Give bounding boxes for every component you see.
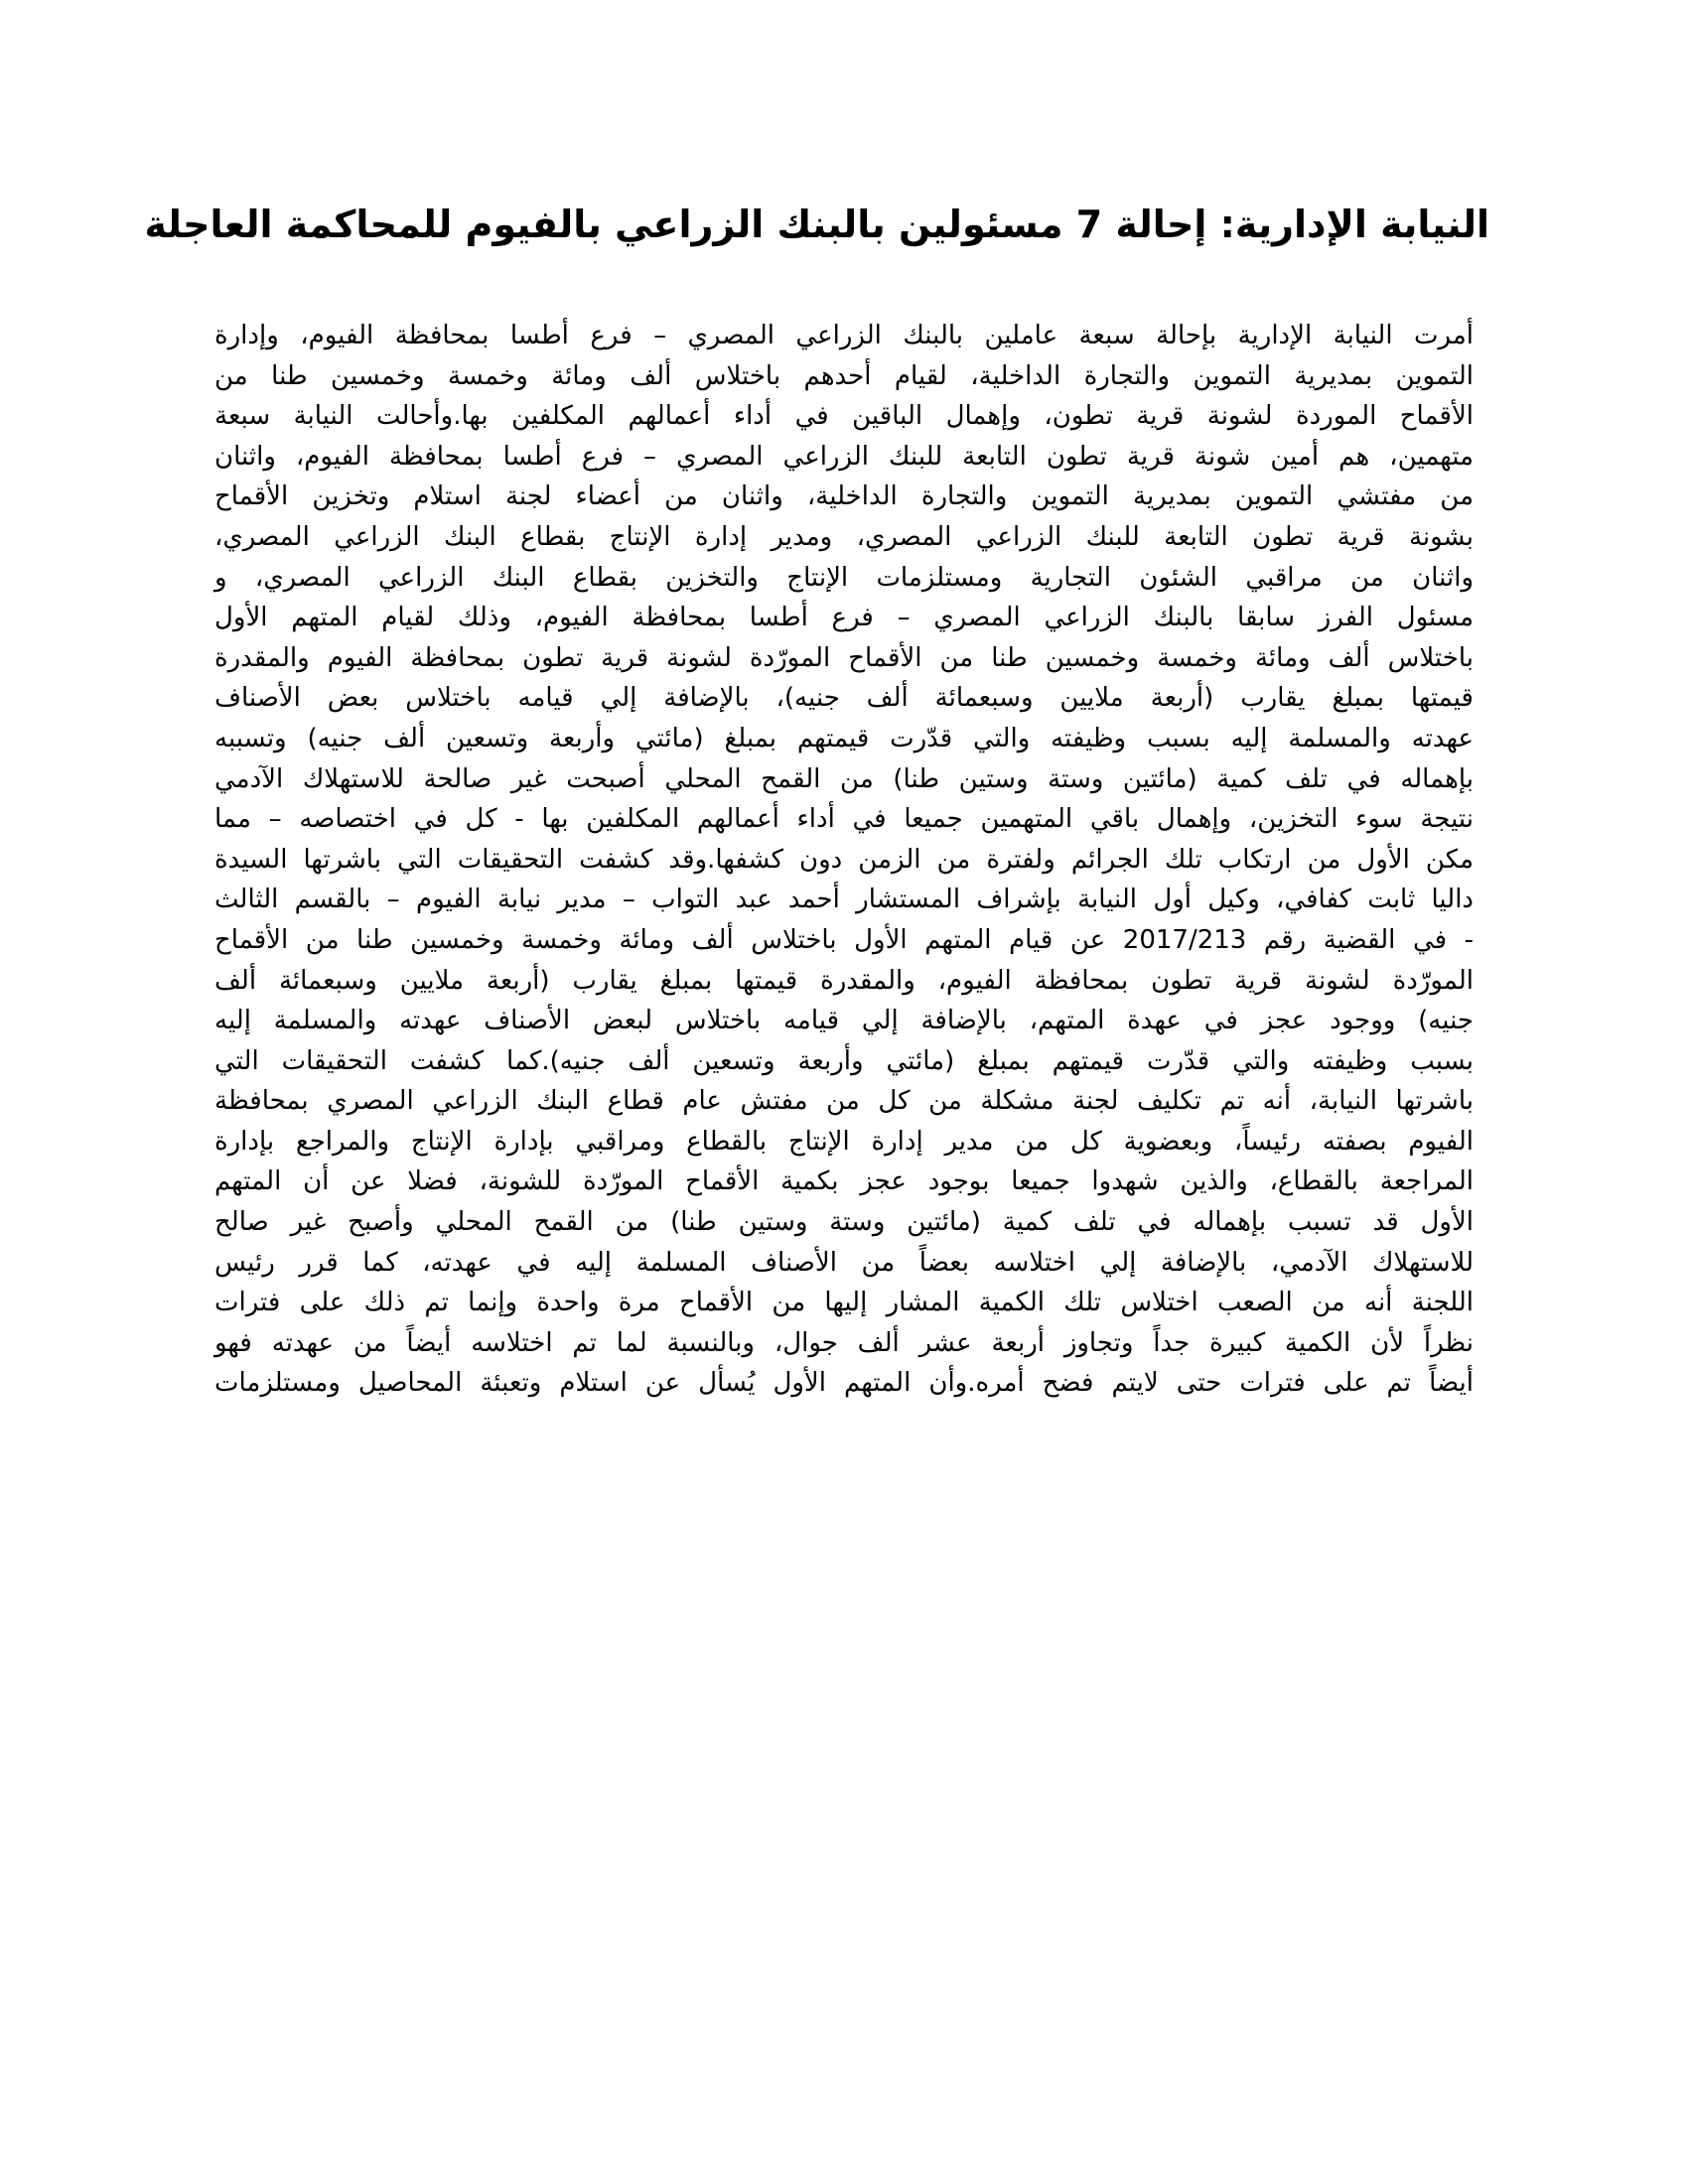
body-line: أمرت النيابة الإدارية بإحالة سبعة عاملين بالبنك الزراعي المصري – فرع أطسا بمحافظة الفيوم، وإدارة [214,321,1474,350]
body-line: المورّدة لشونة قرية تطون بمحافظة الفيوم، والمقدرة قيمتها بمبلغ يقارب (أربعة ملايين وسبعمائة ألف [214,965,1474,996]
body-line: متهمين، هم أمين شونة قرية تطون التابعة للبنك الزراعي المصري – فرع أطسا بمحافظة الفيوم، واثنان [214,441,1474,472]
body-line: الأقماح الموردة لشونة قرية تطون، وإهمال الباقين في أداء أعمالهم المكلفين بها.وأحالت النيابة سبعة [214,401,1474,432]
body-line: بسبب وظيفته والتي قدّرت قيمتهم بمبلغ (مائتي وأربعة وتسعين ألف جنيه).كما كشفت التحقيقات التي [214,1045,1474,1076]
body-line: الفيوم بصفته رئيساً، وبعضوية كل من مدير إدارة الإنتاج بالقطاع ومراقبي بإدارة الإنتاج والمراجع بإدارة [214,1126,1474,1157]
body-line: قيمتها بمبلغ يقارب (أربعة ملايين وسبعمائة ألف جنيه)، بالإضافة إلي قيامه باختلاس بعض الأصناف [214,683,1474,714]
body-line: المراجعة بالقطاع، والذين شهدوا جميعا بوجود عجز بكمية الأقماح المورّدة للشونة، فضلا عن أن المتهم [214,1166,1474,1197]
body-line: من مفتشي التموين بمديرية التموين والتجارة الداخلية، واثنان من أعضاء لجنة استلام وتخزين الأقماح [214,481,1474,512]
body-line: مسئول الفرز سابقا بالبنك الزراعي المصري – فرع أطسا بمحافظة الفيوم، وذلك لقيام المتهم الأول [214,603,1474,633]
body-line: باشرتها النيابة، أنه تم تكليف لجنة مشكلة من كل من مفتش عام قطاع البنك الزراعي المصري بمحافظة [214,1086,1474,1117]
body-line: داليا ثابت كفافي، وكيل أول النيابة بإشراف المستشار أحمد عبد التواب – مدير نيابة الفيوم – بالقسم الثالث [214,885,1474,915]
body-line: - في القضية رقم 2017/213 عن قيام المتهم الأول باختلاس ألف ومائة وخمسة وخمسين طنا من الأقماح [214,924,1475,955]
document-title: النيابة الإدارية: إحالة 7 مسئولين بالبنك الزراعي بالفيوم للمحاكمة العاجلة [144,203,1489,246]
body-line: الأول قد تسبب بإهماله في تلف كمية (مائتين وستة وستين طنا) من القمح المحلي وأصبح غير صالح [214,1207,1474,1238]
body-line: مكن الأول من ارتكاب تلك الجرائم ولفترة من الزمن دون كشفها.وقد كشفت التحقيقات التي باشرتها السيدة [214,844,1474,875]
body-line: عهدته والمسلمة إليه بسبب وظيفته والتي قدّرت قيمتهم بمبلغ (مائتي وأربعة وتسعين ألف جنيه) وتسببه [214,723,1474,753]
body-line: نتيجة سوء التخزين، وإهمال باقي المتهمين جميعا في أداء أعمالهم المكلفين بها - كل في اختصاصه – مما [214,804,1474,835]
document-body [214,316,1474,1404]
body-line: جنيه) ووجود عجز في عهدة المتهم، بالإضافة إلي قيامه باختلاس لبعض الأصناف عهدته والمسلمة إليه [214,1006,1474,1036]
body-line: بشونة قرية تطون التابعة للبنك الزراعي المصري، ومدير إدارة الإنتاج بقطاع البنك الزراعي المصري، [214,521,1474,552]
body-line: باختلاس ألف ومائة وخمسة وخمسين طنا من الأقماح المورّدة لشونة قرية تطون بمحافظة الفيوم والمقدرة [214,642,1474,673]
body-line: أيضاً تم على فترات حتى لايتم فضح أمره.وأن المتهم الأول يُسأل عن استلام وتعبئة المحاصيل ومستلزمات [214,1368,1474,1399]
body-line: للاستهلاك الآدمي، بالإضافة إلي اختلاسه بعضاً من الأصناف المسلمة إليه في عهدته، كما قرر رئيس [214,1247,1474,1278]
body-line: نظراً لأن الكمية كبيرة جداً وتجاوز أربعة عشر ألف جوال، وبالنسبة لما تم اختلاسه أيضاً من عهدته فهو [214,1327,1474,1358]
body-line: واثنان من مراقبي الشئون التجارية ومستلزمات الإنتاج والتخزين بقطاع البنك الزراعي المصري، و [214,562,1474,593]
body-line: اللجنة أنه من الصعب اختلاس تلك الكمية المشار إليها من الأقماح مرة واحدة وإنما تم ذلك على فترات [214,1288,1474,1318]
body-line: بإهماله في تلف كمية (مائتين وستة وستين طنا) من القمح المحلي أصبحت غير صالحة للاستهلاك الآدمي [214,763,1474,794]
body-line: التموين بمديرية التموين والتجارة الداخلية، لقيام أحدهم باختلاس ألف ومائة وخمسة وخمسين طنا من [214,360,1474,391]
